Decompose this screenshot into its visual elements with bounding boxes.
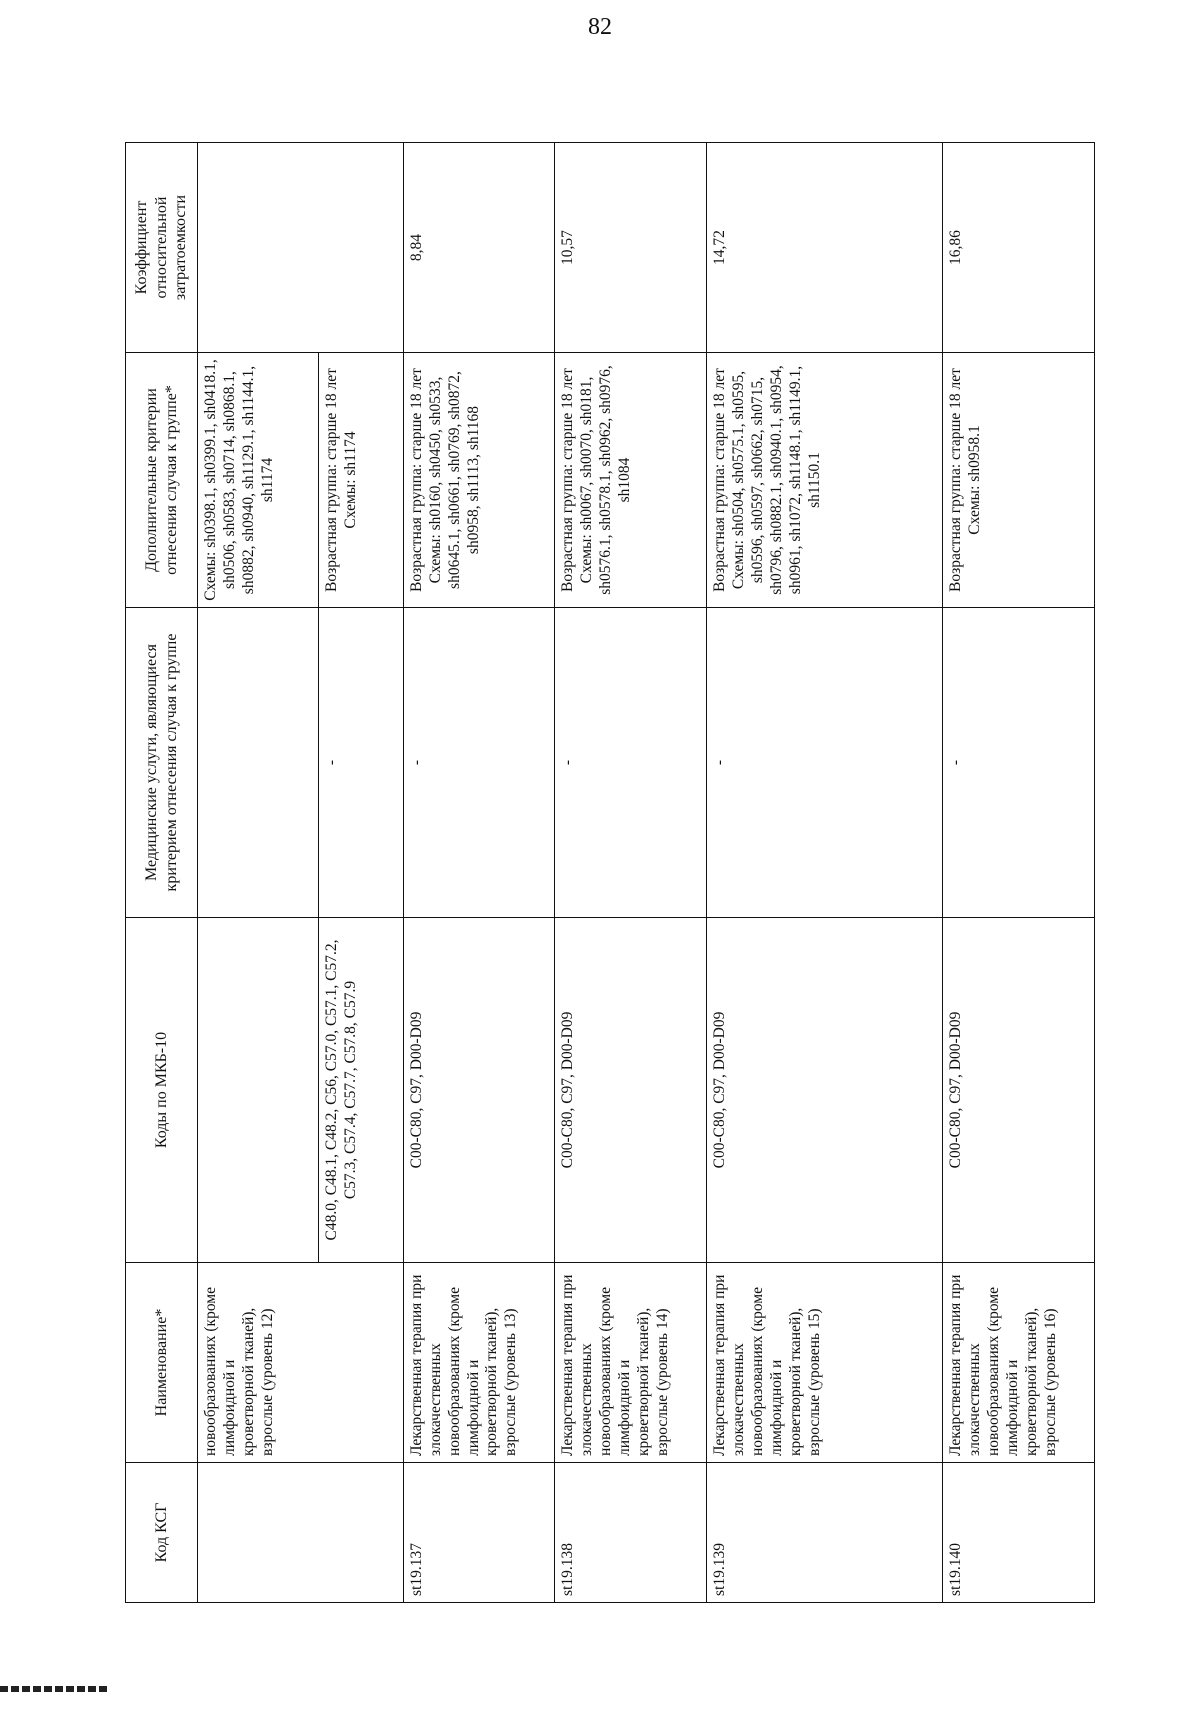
table-row — [555, 143, 707, 1603]
cell-criteria: Возрастная группа: старше 18 лет Схемы: sh0958.1 — [943, 353, 1095, 608]
rotated-table-container — [125, 143, 1095, 1603]
cell-services — [198, 608, 319, 918]
table-row — [707, 143, 943, 1603]
cell-services: - — [707, 608, 943, 918]
cell-mkb: C00-C80, C97, D00-D09 — [943, 918, 1095, 1263]
cell-code: st19.140 — [943, 1463, 1095, 1603]
table-row — [943, 143, 1095, 1603]
header-code: Код КСГ — [126, 1463, 198, 1603]
header-coefficient: Коэффициент относительной затратоемкости — [126, 143, 198, 353]
page-number: 82 — [588, 14, 612, 40]
cell-services: - — [319, 608, 404, 918]
cell-criteria: Возрастная группа: старше 18 лет Схемы: sh0504, sh0575.1, sh0595, sh0596, sh0597, sh0662, sh0715, sh0796, sh0882.1, sh0940.1, sh0954, sh0961, sh1072, sh1148.1, sh1149.1, sh1150.1 — [707, 353, 943, 608]
cell-criteria: Возрастная группа: старше 18 лет Схемы: sh0067, sh0070, sh0181, sh0576.1, sh0578.1, sh0962, sh0976, sh1084 — [555, 353, 707, 608]
cell-coefficient: 16,86 — [943, 143, 1095, 353]
header-name: Наименование* — [126, 1263, 198, 1463]
cell-code — [198, 1463, 404, 1603]
table-header-row — [126, 143, 198, 1603]
cell-code: st19.138 — [555, 1463, 707, 1603]
header-services: Медицинские услуги, являющиеся критерием отнесения случая к группе — [126, 608, 198, 918]
cell-coefficient: 14,72 — [707, 143, 943, 353]
ksg-table — [125, 142, 1095, 1603]
cell-mkb: C00-C80, C97, D00-D09 — [555, 918, 707, 1263]
cell-criteria: Схемы: sh0398.1, sh0399.1, sh0418.1, sh0506, sh0583, sh0714, sh0868.1, sh0882, sh0940, sh1129.1, sh1144.1, sh1174 — [198, 353, 319, 608]
cell-services: - — [943, 608, 1095, 918]
cell-criteria: Возрастная группа: старше 18 лет Схемы: sh1174 — [319, 353, 404, 608]
scan-edge-mark — [0, 1686, 110, 1692]
cell-mkb: C00-C80, C97, D00-D09 — [707, 918, 943, 1263]
cell-criteria: Возрастная группа: старше 18 лет Схемы: sh0160, sh0450, sh0533, sh0645.1, sh0661, sh0769, sh0872, sh0958, sh1113, sh1168 — [403, 353, 555, 608]
header-criteria: Дополнительные критерии отнесения случая к группе* — [126, 353, 198, 608]
cell-services: - — [403, 608, 555, 918]
table-row — [403, 143, 555, 1603]
cell-code: st19.139 — [707, 1463, 943, 1603]
cell-coefficient — [198, 143, 404, 353]
cell-coefficient: 10,57 — [555, 143, 707, 353]
cell-name: Лекарственная терапия при злокачественных новообразованиях (кроме лимфоидной и кроветворной тканей), взрослые (уровень 16) — [943, 1263, 1095, 1463]
cell-services: - — [555, 608, 707, 918]
cell-coefficient: 8,84 — [403, 143, 555, 353]
cell-mkb — [198, 918, 319, 1263]
cell-name: новообразованиях (кроме лимфоидной и кроветворной тканей), взрослые (уровень 12) — [198, 1263, 404, 1463]
cell-code: st19.137 — [403, 1463, 555, 1603]
header-mkb: Коды по МКБ-10 — [126, 918, 198, 1263]
cell-mkb: C00-C80, C97, D00-D09 — [403, 918, 555, 1263]
cell-name: Лекарственная терапия при злокачественных новообразованиях (кроме лимфоидной и кроветворной тканей), взрослые (уровень 14) — [555, 1263, 707, 1463]
cell-mkb: C48.0, C48.1, C48.2, C56, C57.0, C57.1, C57.2, C57.3, C57.4, C57.7, C57.8, C57.9 — [319, 918, 404, 1263]
cell-name: Лекарственная терапия при злокачественных новообразованиях (кроме лимфоидной и кроветворной тканей), взрослые (уровень 15) — [707, 1263, 943, 1463]
table-row — [198, 143, 319, 1603]
cell-name: Лекарственная терапия при злокачественных новообразованиях (кроме лимфоидной и кроветворной тканей), взрослые (уровень 13) — [403, 1263, 555, 1463]
